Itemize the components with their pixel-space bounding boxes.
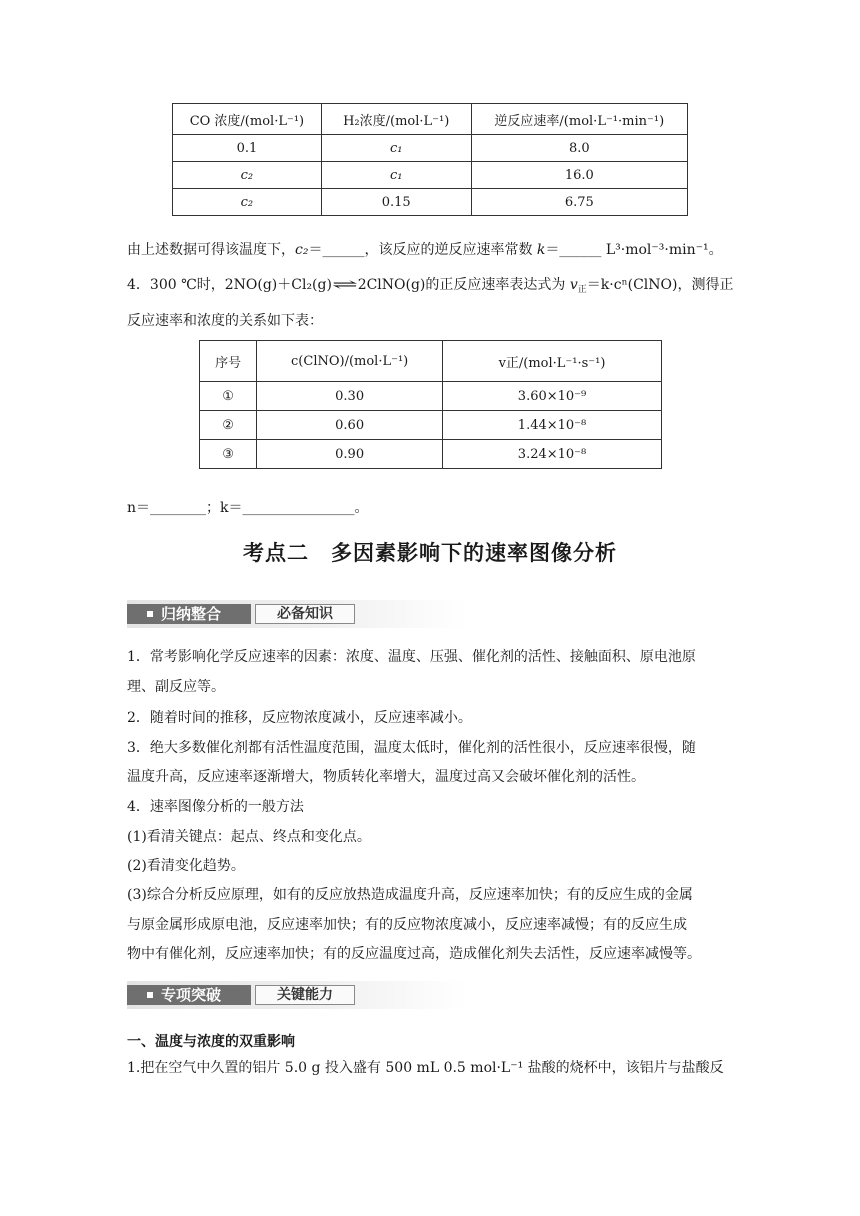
banner-light-tab: [255, 604, 355, 624]
table-cell: ②: [200, 411, 257, 440]
section-title: 考点二 多因素影响下的速率图像分析: [243, 541, 617, 565]
question-3-line: [127, 242, 739, 258]
table-cell: c₂: [173, 162, 322, 189]
banner-practice: [127, 981, 467, 1009]
banner-light-label: 必备知识: [277, 606, 333, 622]
table-header: H₂浓度/(mol·L⁻¹): [321, 104, 471, 135]
knowledge-line: 3．绝大多数催化剂都有活性温度范围，温度太低时，催化剂的活性很小，反应速率很慢，随: [127, 740, 696, 756]
text-segment: 由上述数据可得该温度下，: [127, 242, 295, 258]
subscript: 正: [577, 285, 587, 295]
text-segment: ＝______ L³·mol⁻³·min⁻¹。: [545, 242, 723, 258]
banner-dark-label: 归纳整合: [161, 605, 222, 623]
rate-table-clno: [199, 340, 662, 469]
rate-table-co-h2: [172, 103, 688, 216]
table-cell: 6.75: [471, 189, 687, 216]
table-cell: 0.60: [257, 411, 443, 440]
answer-line: n＝________；k＝________________。: [127, 500, 369, 516]
text-segment: ＝______，该反应的逆反应速率常数: [308, 242, 537, 258]
knowledge-line: 温度升高，反应速率逐渐增大，物质转化率增大，温度过高又会破坏催化剂的活性。: [127, 769, 645, 785]
knowledge-line: (3)综合分析反应原理，如有的反应放热造成温度升高，反应速率加快；有的反应生成的金属: [127, 887, 693, 903]
table-cell: 0.1: [173, 135, 322, 162]
table-cell: 3.60×10⁻⁹: [443, 382, 662, 411]
table-cell: 0.30: [257, 382, 443, 411]
knowledge-line: 4．速率图像分析的一般方法: [127, 799, 304, 815]
table-cell: c₁: [321, 135, 471, 162]
table-header: v正/(mol·L⁻¹·s⁻¹): [443, 341, 662, 382]
question-1-line: 1.把在空气中久置的铝片 5.0 g 投入盛有 500 mL 0.5 mol·L⁻¹ 盐酸的烧杯中，该铝片与盐酸反: [127, 1060, 724, 1076]
table-cell: ③: [200, 440, 257, 469]
table-header: 序号: [200, 341, 257, 382]
table-cell: c₁: [321, 162, 471, 189]
equilibrium-arrow-icon: ⇌: [331, 277, 358, 293]
text-segment: ＝k·cⁿ(ClNO)，测得正: [586, 277, 734, 293]
table-header: 逆反应速率/(mol·L⁻¹·min⁻¹): [471, 104, 687, 135]
knowledge-line: 1．常考影响化学反应速率的因素：浓度、温度、压强、催化剂的活性、接触面积、原电池原: [127, 649, 696, 665]
table-cell: 1.44×10⁻⁸: [443, 411, 662, 440]
question-4-line-1: [127, 277, 739, 293]
text-segment: 4．300 ℃时，2NO(g)＋Cl₂(g): [127, 277, 332, 293]
knowledge-line: 2．随着时间的推移，反应物浓度减小，反应速率减小。: [127, 710, 472, 726]
table-cell: 16.0: [471, 162, 687, 189]
table-cell: 3.24×10⁻⁸: [443, 440, 662, 469]
table-cell: ①: [200, 382, 257, 411]
variable-v: v: [569, 277, 578, 293]
table-cell: 0.90: [257, 440, 443, 469]
variable-k: k: [536, 242, 546, 258]
square-bullet-icon: [147, 611, 153, 617]
square-bullet-icon: [147, 992, 153, 998]
table-header: CO 浓度/(mol·L⁻¹): [173, 104, 322, 135]
banner-light-label: 关键能力: [277, 987, 333, 1003]
knowledge-line: (2)看清变化趋势。: [127, 858, 245, 874]
banner-summary: [127, 600, 467, 628]
banner-dark-label: 专项突破: [161, 986, 222, 1004]
variable-c2: c₂: [295, 242, 309, 258]
subsection-heading: 一、温度与浓度的双重影响: [127, 1034, 295, 1050]
question-4-line-2: 反应速率和浓度的关系如下表：: [127, 313, 323, 329]
table-header: c(ClNO)/(mol·L⁻¹): [257, 341, 443, 382]
text-segment: 2ClNO(g)的正反应速率表达式为: [357, 277, 570, 293]
banner-light-tab: [255, 985, 355, 1005]
table-cell: c₂: [173, 189, 322, 216]
knowledge-line: 与原金属形成原电池，反应速率加快；有的反应物浓度减小，反应速率减慢；有的反应生成: [127, 917, 687, 933]
knowledge-line: (1)看清关键点：起点、终点和变化点。: [127, 829, 371, 845]
knowledge-line: 物中有催化剂，反应速率加快；有的反应温度过高，造成催化剂失去活性，反应速率减慢等。: [127, 946, 701, 962]
table-cell: 8.0: [471, 135, 687, 162]
table-cell: 0.15: [321, 189, 471, 216]
knowledge-line: 理、副反应等。: [127, 679, 225, 695]
